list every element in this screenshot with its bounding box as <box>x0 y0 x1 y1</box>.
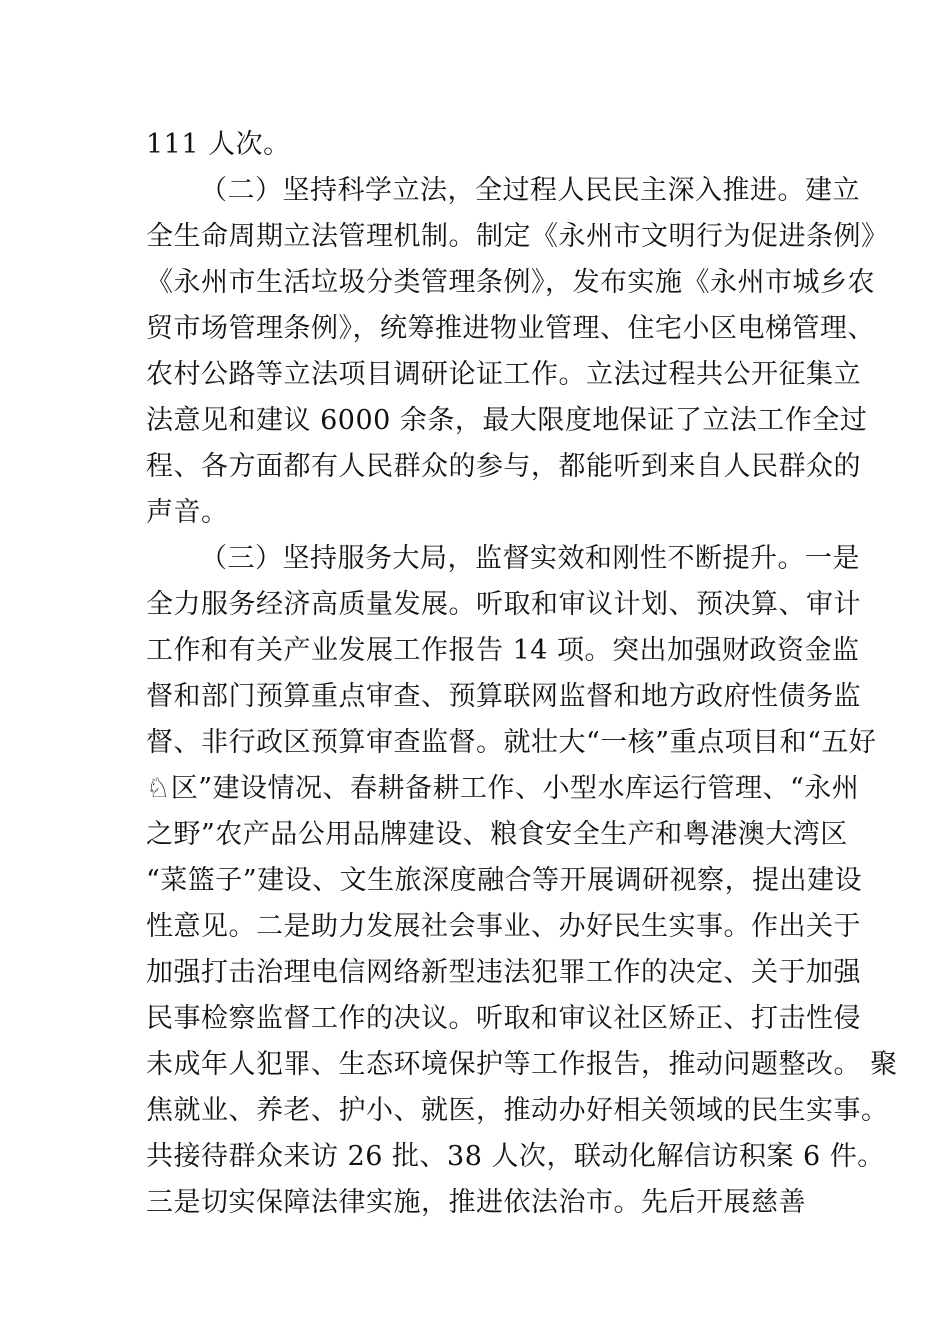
section-heading-line: （二）坚持科学立法，全过程人民民主深入推进。建立 <box>200 175 860 206</box>
text-line: 未成年人犯罪、生态环境保护等工作报告，推动问题整改。 聚 <box>146 1049 898 1080</box>
text-line: 贸市场管理条例》，统筹推进物业管理、住宅小区电梯管理、 <box>146 313 875 344</box>
text-line: 民事检察监督工作的决议。听取和审议社区矫正、打击性侵 <box>146 1003 861 1034</box>
text-line: 共接待群众来访 26 批、38 人次，联动化解信访积案 6 件。 <box>146 1141 885 1172</box>
text-line: 督、非行政区预算审查监督。就壮大“一核”重点项目和“五好 <box>146 727 877 758</box>
section-heading-line: （三）坚持服务大局，监督实效和刚性不断提升。一是 <box>200 543 860 574</box>
text-line: 法意见和建议 6000 余条，最大限度地保证了立法工作全过 <box>146 405 868 436</box>
text-line: 农村公路等立法项目调研论证工作。立法过程共公开征集立 <box>146 359 861 390</box>
text-line: 工作和有关产业发展工作报告 14 项。突出加强财政资金监 <box>146 635 860 666</box>
text-line: 三是切实保障法律实施，推进依法治市。先后开展慈善 <box>146 1187 806 1218</box>
text-line: “菜篮子”建设、文生旅深度融合等开展调研视察，提出建设 <box>146 865 863 896</box>
text-line: 督和部门预算重点审查、预算联网监督和地方政府性债务监 <box>146 681 861 712</box>
text-line: 焦就业、养老、护小、就医，推动办好相关领域的民生实事。 <box>146 1095 889 1126</box>
text-line: 111 人次。 <box>146 129 291 160</box>
text-line: 声音。 <box>146 497 229 528</box>
text-line: 全生命周期立法管理机制。制定《永州市文明行为促进条例》 <box>146 221 889 252</box>
text-line: 程、各方面都有人民群众的参与，都能听到来自人民群众的 <box>146 451 861 482</box>
text-line: ♘区”建设情况、春耕备耕工作、小型水库运行管理、“永州 <box>146 773 860 804</box>
text-line: 加强打击治理电信网络新型违法犯罪工作的决定、关于加强 <box>146 957 861 988</box>
text-line: 全力服务经济高质量发展。听取和审议计划、预决算、审计 <box>146 589 861 620</box>
text-line: 性意见。二是助力发展社会事业、办好民生实事。作出关于 <box>146 911 861 942</box>
text-line: 《永州市生活垃圾分类管理条例》，发布实施《永州市城乡农 <box>146 267 875 298</box>
text-line: 之野”农产品公用品牌建设、粮食安全生产和粤港澳大湾区 <box>146 819 848 850</box>
